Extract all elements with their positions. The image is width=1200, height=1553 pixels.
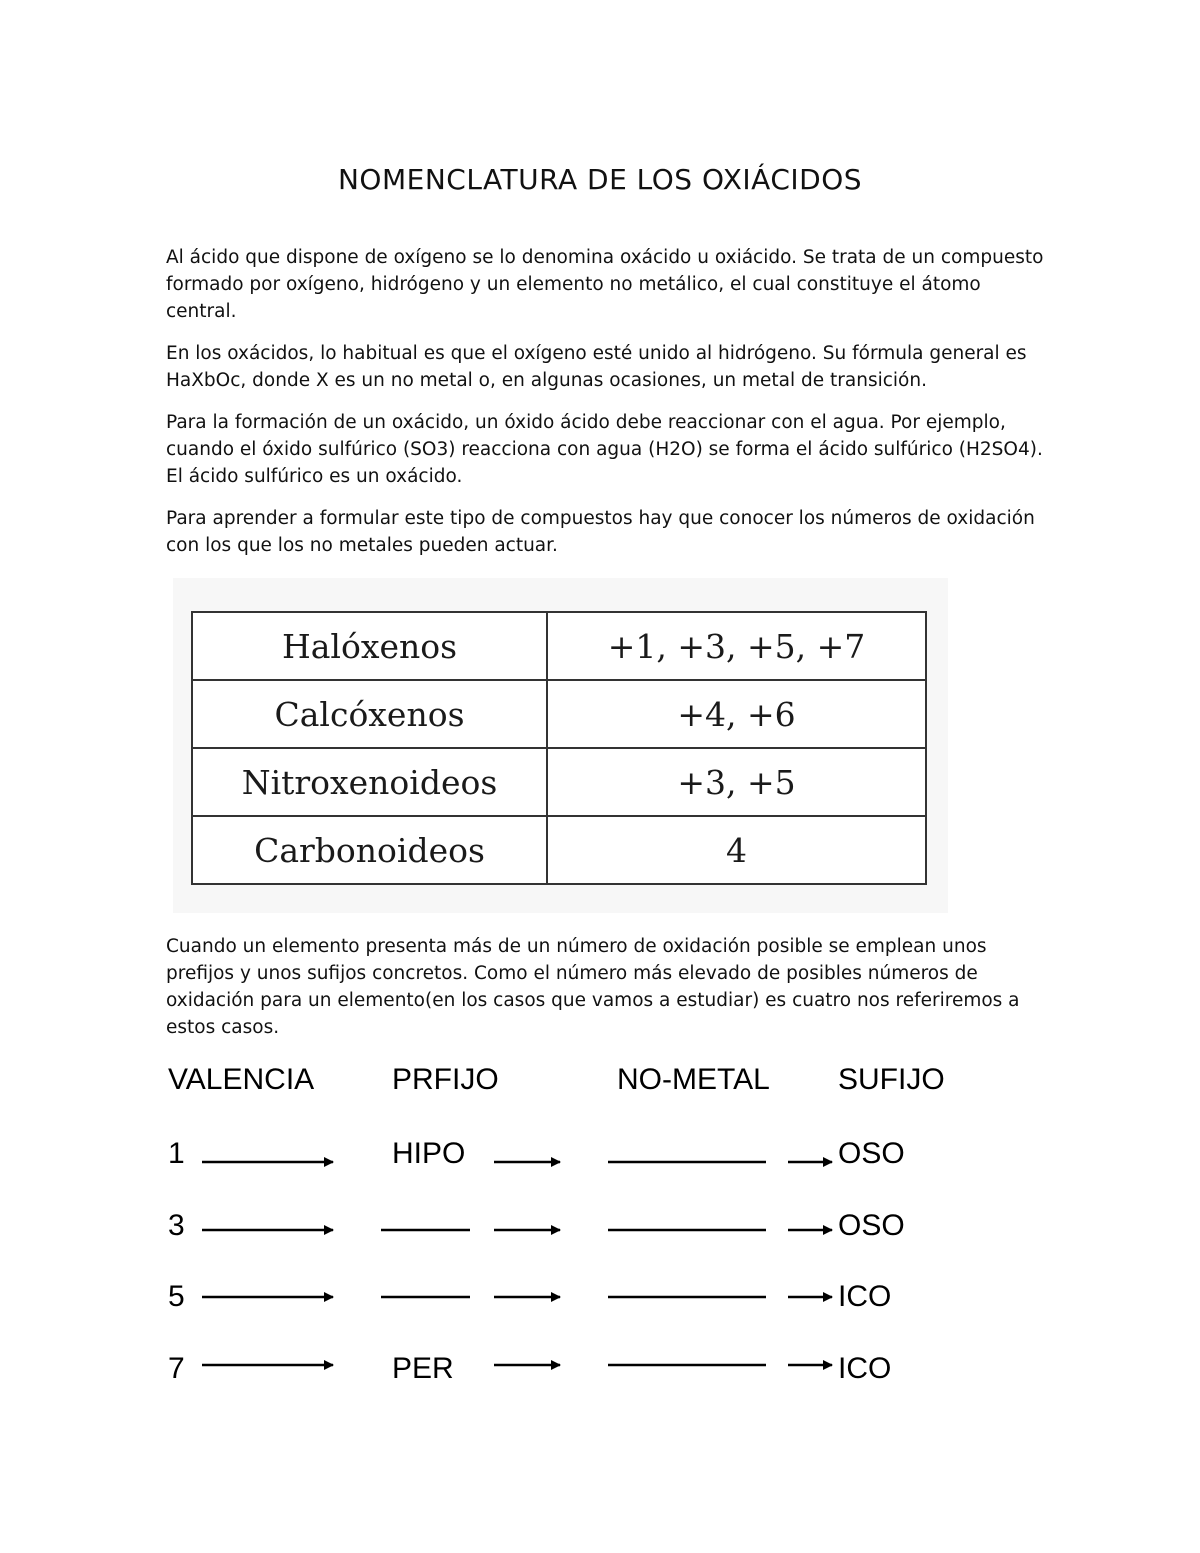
valencia-value: 5 xyxy=(168,1280,185,1313)
header-no-metal: NO-METAL xyxy=(617,1063,770,1096)
valencia-value: 7 xyxy=(168,1352,185,1385)
group-cell: Nitroxenoideos xyxy=(192,748,547,816)
paragraph-prefixes-suffixes: Cuando un elemento presenta más de un número de oxidación posible se emplean unos prefijos y unos sufijos concretos. Como el número más elevado de posibles números de oxidación para un elemento(en los casos que vamos a estudiar) es cuatro nos referiremos a estos casos. xyxy=(166,936,1020,1038)
page-title: NOMENCLATURA DE LOS OXIÁCIDOS xyxy=(337,163,863,196)
group-cell: Halóxenos xyxy=(192,612,547,680)
paragraph-formation: Para la formación de un oxácido, un óxido ácido debe reaccionar con el agua. Por ejemplo, cuando el óxido sulfúrico (SO3) reacciona con agua (H2O) se forma el ácido sulfúrico (H2SO4). El ácido sulfúrico es un oxácido. xyxy=(166,412,1043,487)
header-valencia: VALENCIA xyxy=(168,1063,315,1096)
valencia-value: 1 xyxy=(168,1137,185,1170)
sufijo-value: ICO xyxy=(838,1352,892,1385)
valencia-value: 3 xyxy=(168,1209,185,1242)
paragraph-formula: En los oxácidos, lo habitual es que el oxígeno esté unido al hidrógeno. Su fórmula general es HaXbOc, donde X es un no metal o, en algunas ocasiones, un metal de transición. xyxy=(166,343,1027,391)
values-cell: +3, +5 xyxy=(547,748,926,816)
values-cell: 4 xyxy=(547,816,926,884)
prefijo-value: PER xyxy=(392,1352,454,1385)
paragraph-oxidation-numbers: Para aprender a formular este tipo de compuestos hay que conocer los números de oxidación con los que los no metales pueden actuar. xyxy=(166,508,1035,556)
sufijo-value: OSO xyxy=(838,1209,905,1242)
prefijo-value: HIPO xyxy=(392,1137,466,1170)
values-cell: +4, +6 xyxy=(547,680,926,748)
header-sufijo: SUFIJO xyxy=(838,1063,945,1096)
sufijo-value: ICO xyxy=(838,1280,892,1313)
group-cell: Calcóxenos xyxy=(192,680,547,748)
header-prefijo: PRFIJO xyxy=(392,1063,499,1096)
group-cell: Carbonoideos xyxy=(192,816,547,884)
paragraph-definition: Al ácido que dispone de oxígeno se lo denomina oxácido u oxiácido. Se trata de un compuesto formado por oxígeno, hidrógeno y un elemento no metálico, el cual constituye el átomo central. xyxy=(166,247,1044,322)
sufijo-value: OSO xyxy=(838,1137,905,1170)
values-cell: +1, +3, +5, +7 xyxy=(547,612,926,680)
